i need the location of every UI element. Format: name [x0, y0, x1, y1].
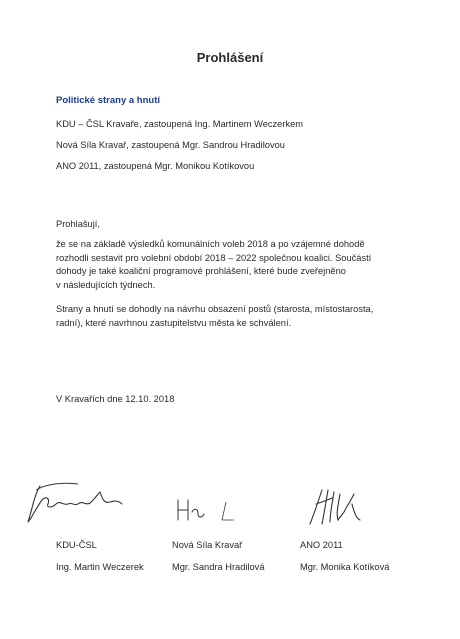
section-heading: Politické strany a hnutí [56, 95, 160, 106]
signatory-party-3: ANO 2011 [300, 540, 343, 550]
declare-line: Prohlašují, [56, 219, 100, 229]
paragraph-2 [56, 303, 416, 330]
paragraph-1-line: rozhodli sestavit pro volební období 2018 – 2022 společnou koalici. Součástí [56, 252, 372, 263]
paragraph-1-line: dohody je také koaliční programové prohlášení, které bude zveřejněno [56, 266, 346, 276]
signature-hradilova [172, 494, 242, 524]
party-line-2: Nová Síla Kravař, zastoupená Mgr. Sandrou Hradilovou [56, 140, 285, 150]
signatory-name-1: Ing. Martin Weczerek [56, 562, 144, 572]
signatory-party-2: Nová Síla Kravař [172, 540, 243, 550]
signature-weczerek [22, 478, 132, 528]
party-line-1: KDU – ČSL Kravaře, zastoupená Ing. Martinem Weczerkem [56, 119, 303, 129]
paragraph-1-line: že se na základě výsledků komunálních voleb 2018 a po vzájemné dohodě [56, 239, 365, 249]
signatory-name-2: Mgr. Sandra Hradilová [172, 562, 265, 572]
signatory-party-1: KDU-ČSL [56, 540, 97, 550]
signature-kotikova [300, 484, 370, 528]
place-date: V Kravařích dne 12.10. 2018 [56, 394, 175, 404]
paragraph-1 [56, 238, 416, 292]
paragraph-2-line: radní), které navrhnou zastupitelstvu města ke schválení. [56, 317, 292, 328]
signatory-name-3: Mgr. Monika Kotíková [300, 562, 390, 572]
paragraph-1-line: v následujících týdnech. [56, 279, 156, 290]
party-line-3: ANO 2011, zastoupená Mgr. Monikou Kotíkovou [56, 161, 255, 171]
document-title: Prohlášení [196, 50, 264, 65]
paragraph-2-line: Strany a hnutí se dohodly na návrhu obsazení postů (starosta, místostarosta, [56, 304, 374, 314]
